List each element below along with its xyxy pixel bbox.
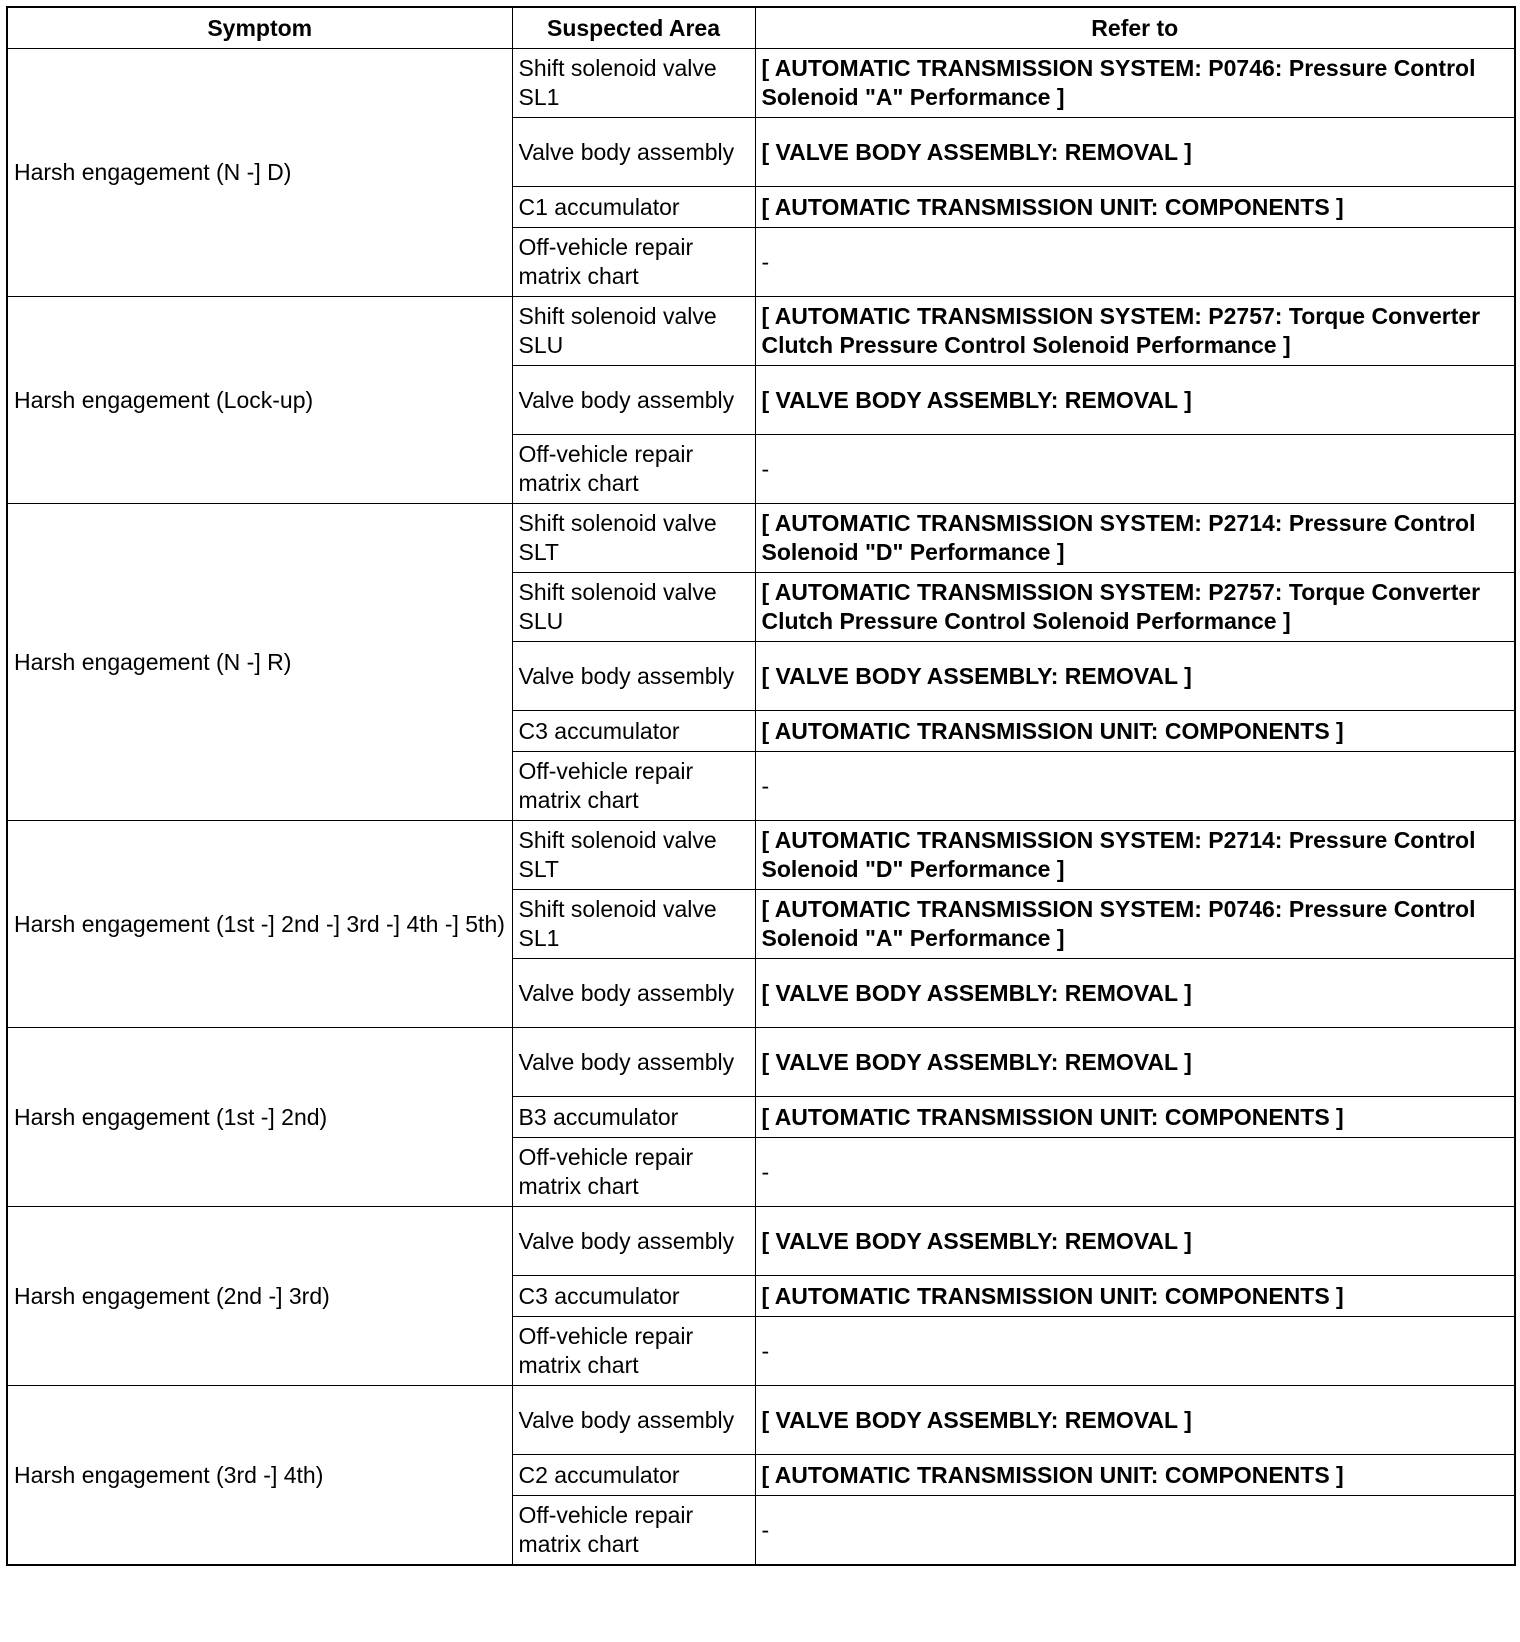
suspected-area-cell: Shift solenoid valve SL1 [512, 890, 755, 959]
header-row [7, 7, 1515, 49]
header-refer-to: Refer to [755, 7, 1515, 49]
suspected-area-cell: C3 accumulator [512, 1276, 755, 1317]
symptom-cell: Harsh engagement (N -] D) [7, 49, 512, 297]
refer-to-link[interactable]: [ VALVE BODY ASSEMBLY: REMOVAL ] [755, 1207, 1515, 1276]
refer-to-empty-cell: - [755, 1317, 1515, 1386]
symptom-cell: Harsh engagement (1st -] 2nd) [7, 1028, 512, 1207]
suspected-area-cell: C1 accumulator [512, 187, 755, 228]
suspected-area-cell: C3 accumulator [512, 711, 755, 752]
symptom-matrix-table [6, 6, 1516, 1566]
suspected-area-cell: Valve body assembly [512, 118, 755, 187]
symptom-cell: Harsh engagement (2nd -] 3rd) [7, 1207, 512, 1386]
symptom-cell: Harsh engagement (Lock-up) [7, 297, 512, 504]
refer-to-link[interactable]: [ AUTOMATIC TRANSMISSION SYSTEM: P2757: Torque Converter Clutch Pressure Control Solenoid Performance ] [755, 297, 1515, 366]
refer-to-link[interactable]: [ AUTOMATIC TRANSMISSION UNIT: COMPONENTS ] [755, 187, 1515, 228]
refer-to-empty-cell: - [755, 228, 1515, 297]
suspected-area-cell: Off-vehicle repair matrix chart [512, 752, 755, 821]
table-row [7, 1028, 1515, 1097]
refer-to-empty-cell: - [755, 1496, 1515, 1566]
table-row [7, 49, 1515, 118]
header-suspected-area: Suspected Area [512, 7, 755, 49]
suspected-area-cell: Valve body assembly [512, 1386, 755, 1455]
suspected-area-cell: Valve body assembly [512, 959, 755, 1028]
table-row [7, 821, 1515, 890]
symptom-cell: Harsh engagement (1st -] 2nd -] 3rd -] 4th -] 5th) [7, 821, 512, 1028]
refer-to-link[interactable]: [ VALVE BODY ASSEMBLY: REMOVAL ] [755, 1028, 1515, 1097]
suspected-area-cell: Off-vehicle repair matrix chart [512, 1496, 755, 1566]
suspected-area-cell: B3 accumulator [512, 1097, 755, 1138]
suspected-area-cell: Valve body assembly [512, 1028, 755, 1097]
page [6, 6, 1514, 1636]
refer-to-link[interactable]: [ AUTOMATIC TRANSMISSION SYSTEM: P0746: Pressure Control Solenoid "A" Performance ] [755, 49, 1515, 118]
table-body [7, 49, 1515, 1566]
refer-to-link[interactable]: [ AUTOMATIC TRANSMISSION UNIT: COMPONENTS ] [755, 1097, 1515, 1138]
refer-to-link[interactable]: [ VALVE BODY ASSEMBLY: REMOVAL ] [755, 642, 1515, 711]
table-row [7, 1386, 1515, 1455]
suspected-area-cell: Off-vehicle repair matrix chart [512, 228, 755, 297]
table-row [7, 297, 1515, 366]
suspected-area-cell: Shift solenoid valve SLT [512, 821, 755, 890]
suspected-area-cell: Shift solenoid valve SLT [512, 504, 755, 573]
refer-to-link[interactable]: [ AUTOMATIC TRANSMISSION SYSTEM: P2714: Pressure Control Solenoid "D" Performance ] [755, 504, 1515, 573]
suspected-area-cell: Shift solenoid valve SL1 [512, 49, 755, 118]
suspected-area-cell: Off-vehicle repair matrix chart [512, 435, 755, 504]
refer-to-link[interactable]: [ AUTOMATIC TRANSMISSION UNIT: COMPONENTS ] [755, 1276, 1515, 1317]
suspected-area-cell: Shift solenoid valve SLU [512, 297, 755, 366]
refer-to-link[interactable]: [ VALVE BODY ASSEMBLY: REMOVAL ] [755, 959, 1515, 1028]
symptom-cell: Harsh engagement (N -] R) [7, 504, 512, 821]
refer-to-link[interactable]: [ AUTOMATIC TRANSMISSION UNIT: COMPONENTS ] [755, 1455, 1515, 1496]
refer-to-empty-cell: - [755, 435, 1515, 504]
refer-to-link[interactable]: [ VALVE BODY ASSEMBLY: REMOVAL ] [755, 118, 1515, 187]
suspected-area-cell: Off-vehicle repair matrix chart [512, 1138, 755, 1207]
refer-to-link[interactable]: [ AUTOMATIC TRANSMISSION SYSTEM: P0746: Pressure Control Solenoid "A" Performance ] [755, 890, 1515, 959]
header-symptom: Symptom [7, 7, 512, 49]
refer-to-link[interactable]: [ AUTOMATIC TRANSMISSION SYSTEM: P2757: Torque Converter Clutch Pressure Control Solenoid Performance ] [755, 573, 1515, 642]
refer-to-empty-cell: - [755, 752, 1515, 821]
symptom-cell: Harsh engagement (3rd -] 4th) [7, 1386, 512, 1566]
suspected-area-cell: Valve body assembly [512, 642, 755, 711]
refer-to-empty-cell: - [755, 1138, 1515, 1207]
refer-to-link[interactable]: [ AUTOMATIC TRANSMISSION SYSTEM: P2714: Pressure Control Solenoid "D" Performance ] [755, 821, 1515, 890]
suspected-area-cell: Off-vehicle repair matrix chart [512, 1317, 755, 1386]
refer-to-link[interactable]: [ VALVE BODY ASSEMBLY: REMOVAL ] [755, 366, 1515, 435]
suspected-area-cell: Valve body assembly [512, 1207, 755, 1276]
refer-to-link[interactable]: [ AUTOMATIC TRANSMISSION UNIT: COMPONENTS ] [755, 711, 1515, 752]
table-row [7, 504, 1515, 573]
suspected-area-cell: Shift solenoid valve SLU [512, 573, 755, 642]
suspected-area-cell: C2 accumulator [512, 1455, 755, 1496]
refer-to-link[interactable]: [ VALVE BODY ASSEMBLY: REMOVAL ] [755, 1386, 1515, 1455]
suspected-area-cell: Valve body assembly [512, 366, 755, 435]
table-row [7, 1207, 1515, 1276]
